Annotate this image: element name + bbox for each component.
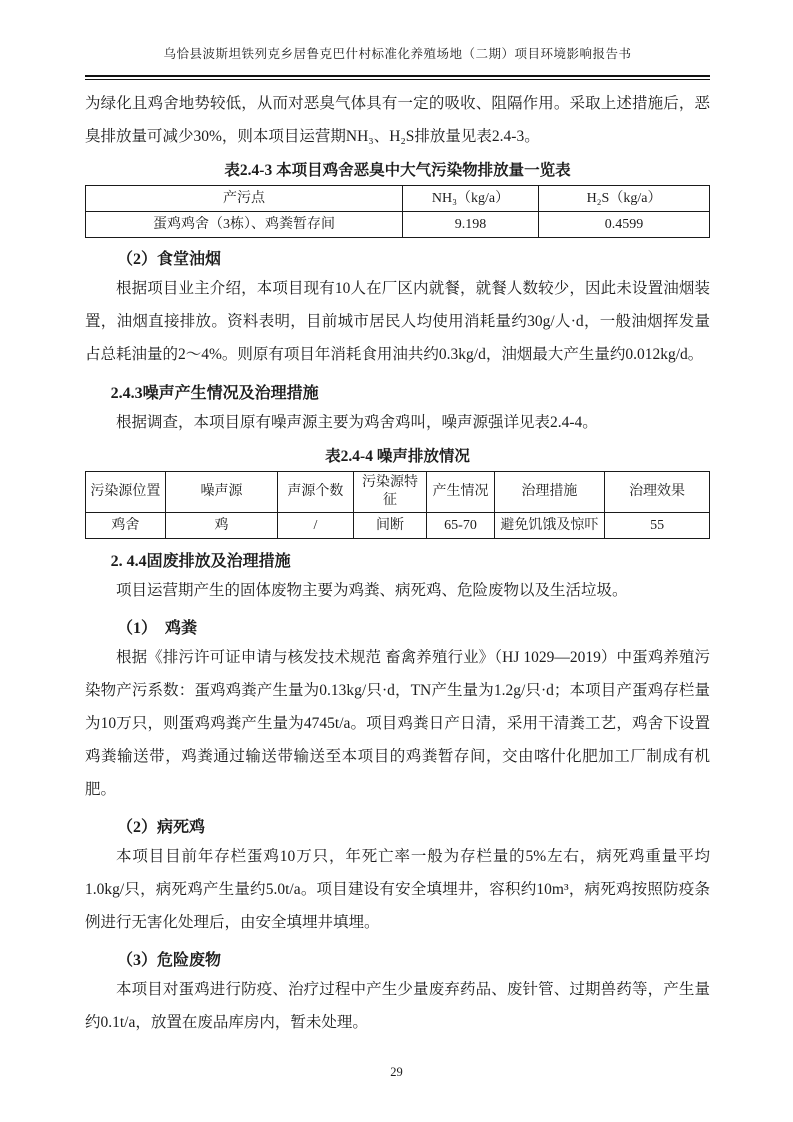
cell-h2s-value: 0.4599 xyxy=(539,212,710,238)
table-row xyxy=(86,212,710,238)
odor-emissions-table xyxy=(85,185,710,238)
page-number: 29 xyxy=(390,1065,403,1079)
paragraph-canteen-fumes: 根据项目业主介绍，本项目现有10人在厂区内就餐，就餐人数较少，因此未设置油烟装置，油烟直接排放。资料表明，目前城市居民人均使用消耗量约30g/人·d，一般油烟挥发量占总耗油量的2～4%。则原有项目年消耗食用油共约0.3kg/d，油烟最大产生量约0.012kg/d。 xyxy=(85,280,710,363)
table-header-row xyxy=(86,186,710,212)
cell-generation: 65-70 xyxy=(427,513,494,539)
col-header-source-location: 污染源位置 xyxy=(86,472,166,513)
heading-hazardous-waste: （3）危险废物 xyxy=(117,952,222,969)
col-header-treatment-effect: 治理效果 xyxy=(605,472,710,513)
heading-noise-section: 2.4.3噪声产生情况及治理措施 xyxy=(110,385,319,402)
paragraph-chicken-manure: 根据《排污许可证申请与核发技术规范 畜禽养殖行业》（HJ 1029—2019）中蛋鸡养殖污染物产污系数：蛋鸡鸡粪产生量为0.13kg/只·d，TN产生量为1.2g/只·d；本项目产蛋鸡存栏量为10万只，则蛋鸡鸡粪产生量为4745t/a。项目鸡粪日产日清，采用干清粪工艺，鸡舍下设置鸡粪输送带，鸡粪通过输送带输送至本项目的鸡粪暂存间，交由喀什化肥加工厂制成有机肥。 xyxy=(85,649,710,798)
col-header-nh3: NH₃（kg/a） xyxy=(402,186,538,212)
col-header-h2s: H₂S（kg/a） xyxy=(539,186,710,212)
paragraph-dead-chicken: 本项目目前年存栏蛋鸡10万只，年死亡率一般为存栏量的5%左右，病死鸡重量平均1.0kg/只，病死鸡产生量约5.0t/a。项目建设有安全填埋井，容积约10m³，病死鸡按照防疫条例进行无害化处理后，由安全填埋井填埋。 xyxy=(85,848,710,931)
page-header-title: 乌恰县波斯坦铁列克乡居鲁克巴什村标准化养殖场地（二期）项目环境影响报告书 xyxy=(163,47,632,61)
cell-source-character: 间断 xyxy=(353,513,427,539)
cell-source-count: / xyxy=(278,513,354,539)
cell-noise-source: 鸡 xyxy=(165,513,277,539)
col-header-noise-source: 噪声源 xyxy=(165,472,277,513)
col-header-generation: 产生情况 xyxy=(427,472,494,513)
paragraph-solid-waste: 项目运营期产生的固体废物主要为鸡粪、病死鸡、危险废物以及生活垃圾。 xyxy=(116,582,628,599)
table-header-row xyxy=(86,472,710,513)
table-2-4-4-caption: 表2.4-4 噪声排放情况 xyxy=(325,448,470,465)
cell-treatment-effect: 55 xyxy=(605,513,710,539)
cell-source-location: 鸡舍 xyxy=(86,513,166,539)
paragraph-hazardous-waste: 本项目对蛋鸡进行防疫、治疗过程中产生少量废弃药品、废针管、过期兽药等，产生量约0.1t/a，放置在废品库房内，暂未处理。 xyxy=(85,981,710,1031)
header-rule xyxy=(85,75,710,80)
noise-emissions-table xyxy=(85,471,710,539)
col-header-pollution-point: 产污点 xyxy=(86,186,403,212)
table-2-4-3-caption: 表2.4-3 本项目鸡舍恶臭中大气污染物排放量一览表 xyxy=(224,162,571,179)
cell-pollution-point: 蛋鸡鸡舍（3栋）、鸡粪暂存间 xyxy=(86,212,403,238)
col-header-source-character: 污染源特征 xyxy=(353,472,427,513)
heading-dead-chicken: （2）病死鸡 xyxy=(117,819,206,836)
heading-canteen-fumes: （2）食堂油烟 xyxy=(117,251,222,268)
table-row xyxy=(86,513,710,539)
cell-treatment-measure: 避免饥饿及惊吓 xyxy=(494,513,604,539)
cell-nh3-value: 9.198 xyxy=(402,212,538,238)
paragraph-noise: 根据调查，本项目原有噪声源主要为鸡舍鸡叫，噪声源强详见表2.4-4。 xyxy=(116,414,598,431)
heading-solid-waste-section: 2. 4.4固废排放及治理措施 xyxy=(110,553,291,570)
paragraph-odor-intro: 为绿化且鸡舍地势较低，从而对恶臭气体具有一定的吸收、阻隔作用。采取上述措施后，恶臭排放量可减少30%，则本项目运营期NH₃、H₂S排放量见表2.4-3。 xyxy=(85,95,710,145)
col-header-source-count: 声源个数 xyxy=(278,472,354,513)
col-header-treatment-measure: 治理措施 xyxy=(494,472,604,513)
heading-chicken-manure: （1） 鸡粪 xyxy=(117,620,198,637)
